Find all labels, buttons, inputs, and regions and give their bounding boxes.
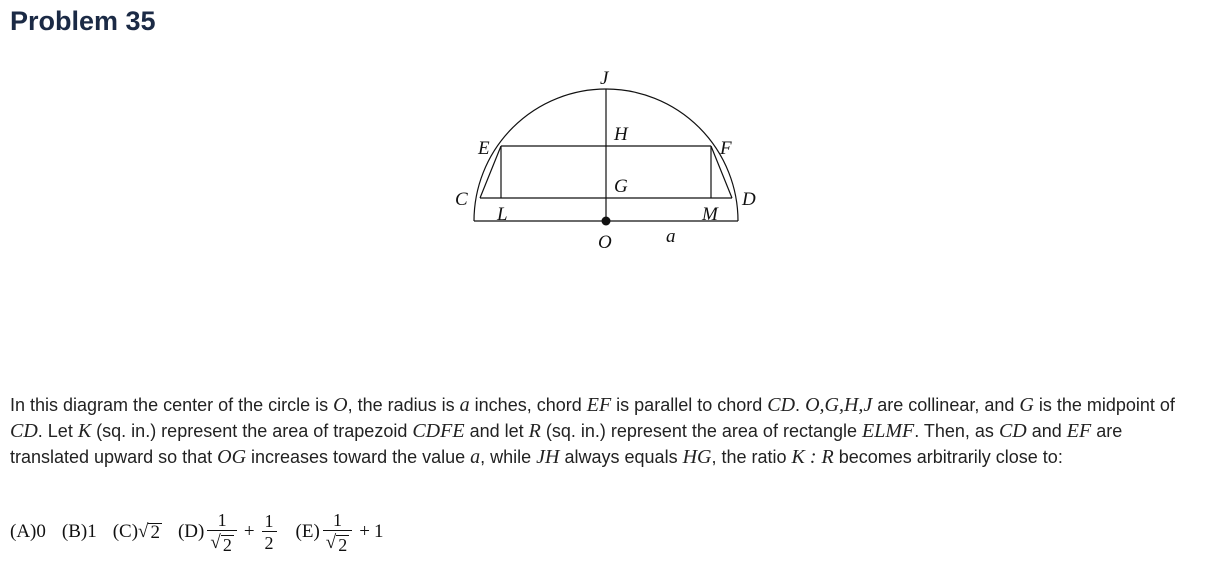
label-g: G	[614, 176, 628, 197]
geometry-diagram	[450, 62, 770, 262]
answer-choices	[10, 502, 399, 562]
problem-statement: In this diagram the center of the circle is O, the radius is a inches, chord EF is parallel to chord CD. O,G,H,J are collinear, and G is the midpoint of CD. Let K (sq. in.) represent the area of trapezoid CDFE and let R (sq. in.) represent the area of rectangle ELMF. Then, as CD and EF are translated upward so that OG increases toward the value a, while JH always equals HG, the ratio K : R becomes arbitrarily close to:	[10, 394, 1175, 468]
choice-c[interactable]: (C) √ 2	[112, 521, 160, 543]
label-a: a	[666, 226, 676, 247]
fraction: 1 √ 2	[323, 510, 352, 554]
problem-title: Problem 35	[10, 6, 156, 36]
fraction: 1 √ 2	[207, 510, 236, 554]
fraction: $\frac{1}{2}$	[262, 511, 277, 553]
label-o: O	[598, 232, 612, 253]
label-l: L	[497, 204, 508, 225]
center-point-o	[602, 217, 611, 226]
label-e: E	[478, 138, 490, 159]
sqrt-expression: √ 2	[138, 521, 160, 543]
label-h: H	[614, 124, 628, 145]
label-d: D	[742, 189, 756, 210]
choice-a[interactable]: (A) 0	[10, 521, 46, 542]
choice-e[interactable]: (E) 1 √ 2 + 1	[295, 510, 384, 555]
label-c: C	[455, 189, 468, 210]
label-f: F	[720, 138, 732, 159]
label-m: M	[702, 204, 718, 225]
choice-b[interactable]: (B) 1	[61, 521, 97, 542]
label-j: J	[600, 68, 609, 89]
choice-d[interactable]: (D) 1 √ 2 + $\frac{1}{2}$	[178, 510, 280, 554]
